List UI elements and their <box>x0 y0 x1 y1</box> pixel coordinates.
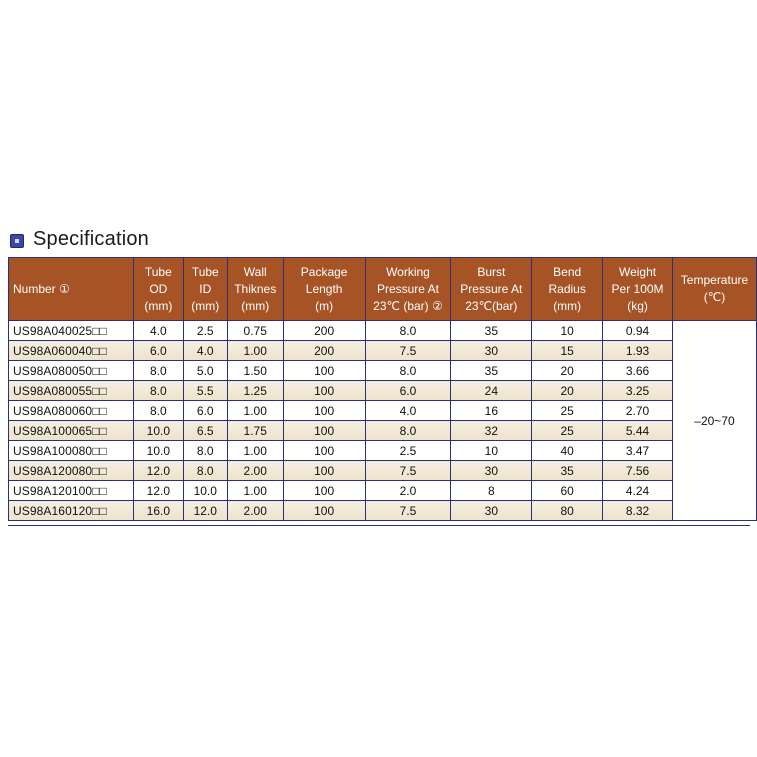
working-pressure-cell: 8.0 <box>365 361 451 381</box>
tube-od-cell: 8.0 <box>133 381 183 401</box>
part-number-cell: US98A080050□□ <box>9 361 134 381</box>
package-length-cell: 100 <box>283 461 365 481</box>
tube-id-cell: 5.0 <box>183 361 227 381</box>
burst-pressure-cell: 30 <box>451 501 532 521</box>
header-row <box>9 258 757 321</box>
tube-id-cell: 2.5 <box>183 321 227 341</box>
wall-thickness-cell: 1.00 <box>227 481 283 501</box>
bend-radius-cell: 25 <box>532 401 603 421</box>
weight-cell: 7.56 <box>603 461 673 481</box>
package-length-cell: 100 <box>283 501 365 521</box>
wall-thickness-cell: 1.00 <box>227 401 283 421</box>
tube-od-cell: 12.0 <box>133 481 183 501</box>
header-wall-thickness: Wall Thiknes (mm) <box>227 258 283 321</box>
part-number-cell: US98A080055□□ <box>9 381 134 401</box>
wall-thickness-cell: 2.00 <box>227 501 283 521</box>
burst-pressure-cell: 10 <box>451 441 532 461</box>
table-row <box>9 461 757 481</box>
tube-id-cell: 10.0 <box>183 481 227 501</box>
header-burst-pressure: Burst Pressure At 23℃(bar) <box>451 258 532 321</box>
table-row <box>9 381 757 401</box>
wall-thickness-cell: 1.75 <box>227 421 283 441</box>
weight-cell: 3.25 <box>603 381 673 401</box>
package-length-cell: 100 <box>283 481 365 501</box>
tube-id-cell: 5.5 <box>183 381 227 401</box>
working-pressure-cell: 8.0 <box>365 321 451 341</box>
header-temperature: Temperature (℃) <box>672 258 756 321</box>
table-row <box>9 321 757 341</box>
working-pressure-cell: 2.5 <box>365 441 451 461</box>
table-row <box>9 401 757 421</box>
bend-radius-cell: 20 <box>532 361 603 381</box>
wall-thickness-cell: 1.25 <box>227 381 283 401</box>
working-pressure-cell: 7.5 <box>365 341 451 361</box>
tube-id-cell: 4.0 <box>183 341 227 361</box>
package-length-cell: 100 <box>283 361 365 381</box>
working-pressure-cell: 6.0 <box>365 381 451 401</box>
bend-radius-cell: 15 <box>532 341 603 361</box>
tube-od-cell: 8.0 <box>133 361 183 381</box>
table-body <box>9 321 757 521</box>
wall-thickness-cell: 1.00 <box>227 341 283 361</box>
tube-od-cell: 8.0 <box>133 401 183 421</box>
tube-od-cell: 10.0 <box>133 421 183 441</box>
header-package-length: Package Length (m) <box>283 258 365 321</box>
header-number: Number ① <box>9 258 134 321</box>
tube-id-cell: 6.0 <box>183 401 227 421</box>
wall-thickness-cell: 2.00 <box>227 461 283 481</box>
part-number-cell: US98A100080□□ <box>9 441 134 461</box>
wall-thickness-cell: 0.75 <box>227 321 283 341</box>
part-number-cell: US98A060040□□ <box>9 341 134 361</box>
package-length-cell: 200 <box>283 341 365 361</box>
wall-thickness-cell: 1.50 <box>227 361 283 381</box>
header-working-pressure: Working Pressure At 23℃ (bar) ② <box>365 258 451 321</box>
tube-id-cell: 8.0 <box>183 441 227 461</box>
bend-radius-cell: 60 <box>532 481 603 501</box>
table-row <box>9 501 757 521</box>
weight-cell: 3.47 <box>603 441 673 461</box>
section-title: Specification <box>33 228 149 250</box>
section-heading <box>10 228 149 251</box>
package-length-cell: 200 <box>283 321 365 341</box>
table-row <box>9 441 757 461</box>
bend-radius-cell: 25 <box>532 421 603 441</box>
burst-pressure-cell: 30 <box>451 341 532 361</box>
package-length-cell: 100 <box>283 421 365 441</box>
table-row <box>9 341 757 361</box>
table-bottom-rule <box>8 525 750 526</box>
weight-cell: 2.70 <box>603 401 673 421</box>
burst-pressure-cell: 35 <box>451 361 532 381</box>
table-row <box>9 481 757 501</box>
table-row <box>9 361 757 381</box>
temperature-range-cell: –20~70 <box>672 321 756 521</box>
package-length-cell: 100 <box>283 441 365 461</box>
bend-radius-cell: 10 <box>532 321 603 341</box>
tube-id-cell: 12.0 <box>183 501 227 521</box>
working-pressure-cell: 2.0 <box>365 481 451 501</box>
table-row <box>9 421 757 441</box>
part-number-cell: US98A120100□□ <box>9 481 134 501</box>
weight-cell: 4.24 <box>603 481 673 501</box>
burst-pressure-cell: 35 <box>451 321 532 341</box>
tube-id-cell: 6.5 <box>183 421 227 441</box>
burst-pressure-cell: 16 <box>451 401 532 421</box>
header-weight: Weight Per 100M (kg) <box>603 258 673 321</box>
burst-pressure-cell: 8 <box>451 481 532 501</box>
part-number-cell: US98A040025□□ <box>9 321 134 341</box>
tube-od-cell: 10.0 <box>133 441 183 461</box>
tube-id-cell: 8.0 <box>183 461 227 481</box>
part-number-cell: US98A100065□□ <box>9 421 134 441</box>
bend-radius-cell: 35 <box>532 461 603 481</box>
specification-table <box>8 257 757 521</box>
weight-cell: 5.44 <box>603 421 673 441</box>
package-length-cell: 100 <box>283 401 365 421</box>
bend-radius-cell: 80 <box>532 501 603 521</box>
burst-pressure-cell: 24 <box>451 381 532 401</box>
working-pressure-cell: 8.0 <box>365 421 451 441</box>
weight-cell: 8.32 <box>603 501 673 521</box>
weight-cell: 3.66 <box>603 361 673 381</box>
header-bend-radius: Bend Radius (mm) <box>532 258 603 321</box>
working-pressure-cell: 4.0 <box>365 401 451 421</box>
working-pressure-cell: 7.5 <box>365 501 451 521</box>
tube-od-cell: 6.0 <box>133 341 183 361</box>
tube-od-cell: 4.0 <box>133 321 183 341</box>
part-number-cell: US98A120080□□ <box>9 461 134 481</box>
tube-od-cell: 16.0 <box>133 501 183 521</box>
part-number-cell: US98A160120□□ <box>9 501 134 521</box>
burst-pressure-cell: 32 <box>451 421 532 441</box>
package-length-cell: 100 <box>283 381 365 401</box>
working-pressure-cell: 7.5 <box>365 461 451 481</box>
bend-radius-cell: 20 <box>532 381 603 401</box>
tube-od-cell: 12.0 <box>133 461 183 481</box>
burst-pressure-cell: 30 <box>451 461 532 481</box>
header-tube-id: Tube ID (mm) <box>183 258 227 321</box>
weight-cell: 1.93 <box>603 341 673 361</box>
weight-cell: 0.94 <box>603 321 673 341</box>
header-tube-od: Tube OD (mm) <box>133 258 183 321</box>
part-number-cell: US98A080060□□ <box>9 401 134 421</box>
wall-thickness-cell: 1.00 <box>227 441 283 461</box>
square-bullet-icon <box>10 234 24 248</box>
bend-radius-cell: 40 <box>532 441 603 461</box>
